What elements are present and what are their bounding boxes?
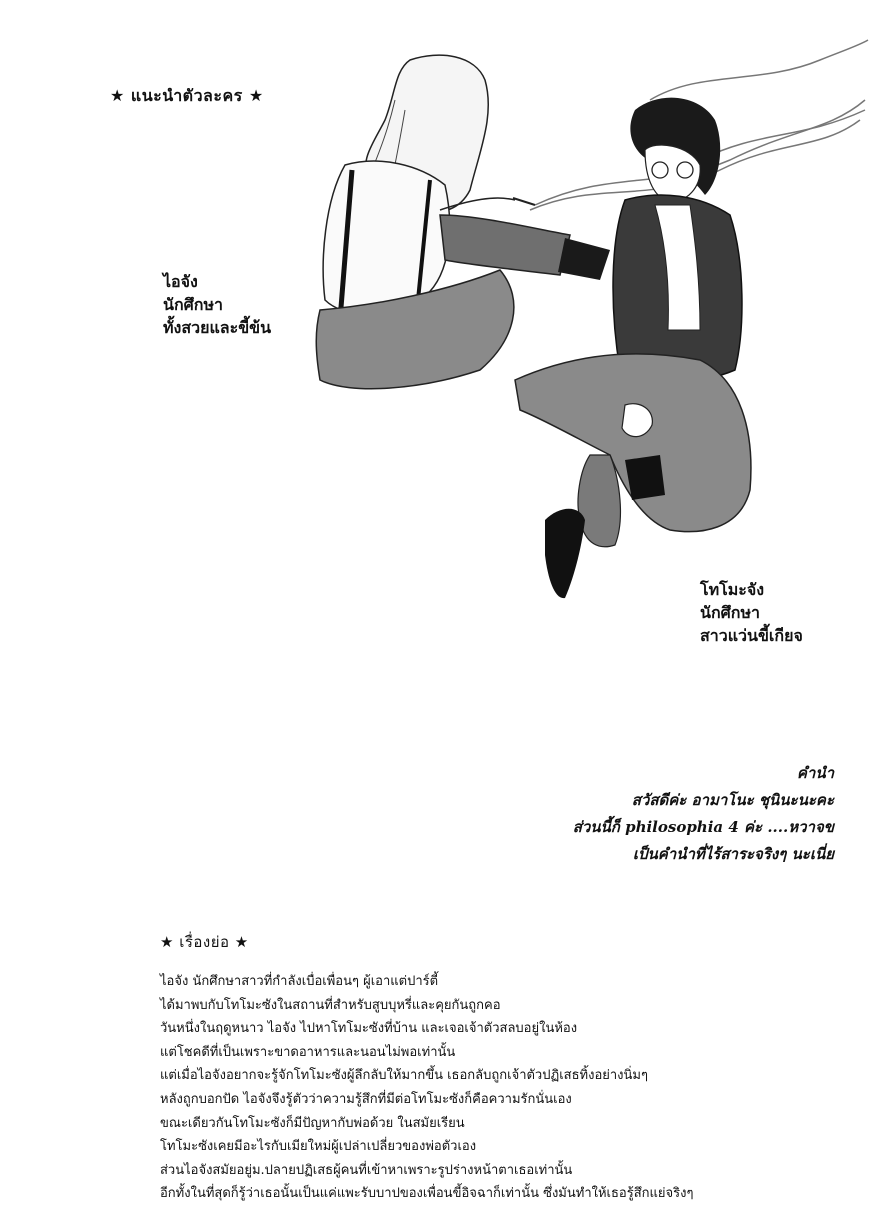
synopsis-line: แต่โชคดีที่เป็นเพราะขาดอาหารและนอนไม่พอเท่านั้น xyxy=(160,1044,456,1060)
synopsis-line: วันหนึ่งในฤดูหนาว ไอจัง ไปหาโทโมะซังที่บ้าน และเจอเจ้าตัวสลบอยู่ในห้อง xyxy=(160,1021,578,1037)
synopsis-body xyxy=(160,970,800,1206)
character-caption-line: สาวแว่นขี้เกียจ xyxy=(700,626,803,645)
character-caption-line: นักศึกษา xyxy=(700,603,760,622)
character-caption-line: ทั้งสวยและขี้ข้น xyxy=(163,318,272,337)
character-caption-line: โทโมะจัง xyxy=(700,580,765,599)
synopsis-line: หลังถูกบอกปัด ไอจังจึงรู้ตัวว่าความรู้สึกที่มีต่อโทโมะซังก็คือความรักนั่นเอง xyxy=(160,1091,572,1107)
synopsis-line: ขณะเดียวกันโทโมะซังก็มีปัญหากับพ่อด้วย ในสมัยเรียน xyxy=(160,1115,465,1131)
synopsis-line: อีกทั้งในที่สุดก็รู้ว่าเธอนั้นเป็นแค่แพะรับบาปของเพื่อนขี้อิจฉาก็เท่านั้น ซึ่งมันทำให้เธอรู้สึกแย่จริงๆ xyxy=(160,1186,694,1202)
character-caption-ai xyxy=(163,270,271,339)
preface-line: สวัสดีค่ะ อามาโนะ ชุนินะนะคะ xyxy=(631,791,834,809)
synopsis-heading: ★ เรื่องย่อ ★ xyxy=(160,933,249,951)
character-caption-line: นักศึกษา xyxy=(163,295,223,314)
synopsis-line: ส่วนไอจังสมัยอยู่ม.ปลายปฏิเสธผู้คนที่เข้าหาเพราะรูปร่างหน้าตาเธอเท่านั้น xyxy=(160,1162,573,1178)
synopsis-line: โทโมะซังเคยมีอะไรกับเมียใหม่ผู้เปล่าเปลี่ยวของพ่อตัวเอง xyxy=(160,1139,477,1155)
synopsis-line: ไอจัง นักศึกษาสาวที่กำลังเบื่อเพื่อนๆ ผู้เอาแต่ปาร์ตี้ xyxy=(160,974,439,989)
preface-title: คำนำ xyxy=(796,764,834,782)
character-caption-line: ไอจัง xyxy=(163,272,198,291)
tomo-san-figure xyxy=(515,98,751,598)
character-caption-tomo xyxy=(700,578,803,647)
preface-line: เป็นคำนำที่ไร้สาระจริงๆ นะเนี่ย xyxy=(632,845,834,863)
ai-chan-figure xyxy=(316,55,610,389)
preface-line: ส่วนนี้ก็ philosophia 4 ค่ะ ....หวาจข xyxy=(572,818,834,836)
synopsis-line: ได้มาพบกับโทโมะซังในสถานที่สำหรับสูบบุหรี่และคุยกันถูกคอ xyxy=(160,997,501,1013)
synopsis-line: แต่เมื่อไอจังอยากจะรู้จักโทโมะซังผู้ลึกลับให้มากขึ้น เธอกลับถูกเจ้าตัวปฏิเสธทิ้งอย่างนิ่มๆ xyxy=(160,1068,648,1084)
preface-block xyxy=(573,760,834,868)
characters-heading: ★ แนะนำตัวละคร ★ xyxy=(110,86,264,105)
